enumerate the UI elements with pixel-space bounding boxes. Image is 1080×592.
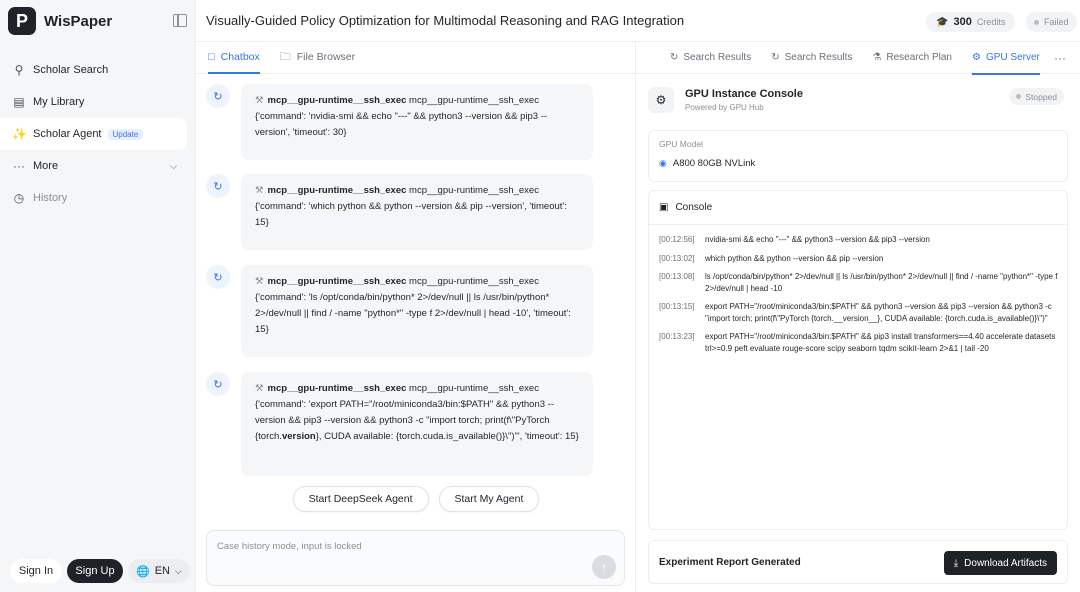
language-value: EN	[154, 565, 170, 577]
gpu-model-value: A800 80GB NVLink	[672, 158, 756, 169]
tab-label: File Browser	[296, 51, 356, 63]
message-bubble	[241, 174, 593, 250]
status-text: Failed	[1044, 17, 1069, 27]
status-dot-icon	[1016, 94, 1021, 99]
gpu-model-label: GPU Model	[659, 139, 703, 149]
log-time: [00:13:23]	[659, 332, 695, 341]
gpu-header	[648, 78, 1068, 122]
sidebar-item-history[interactable]	[0, 182, 187, 214]
report-card	[648, 540, 1068, 584]
gpu-title-block	[685, 88, 803, 112]
left-tabs	[196, 42, 635, 74]
brand[interactable]	[0, 0, 195, 42]
message-bubble	[241, 265, 593, 357]
log-time: [00:12:56]	[659, 235, 695, 244]
message-bubble	[241, 372, 593, 476]
credits-value: 300	[953, 16, 972, 28]
tab-file-browser[interactable]	[280, 41, 355, 73]
status-badge	[1026, 12, 1077, 32]
tab-search-results-2[interactable]	[771, 42, 852, 74]
right-tabs	[636, 42, 1080, 74]
start-my-agent-button[interactable]: Start My Agent	[439, 486, 540, 512]
sidebar-collapse-icon[interactable]	[173, 14, 187, 27]
send-button[interactable]	[592, 555, 616, 579]
tool-name: mcp__gpu-runtime__ssh_exec	[267, 276, 407, 287]
tool-call-text-end: }, CUDA available: {torch.cuda.is_available()}\")"', 'timeout': 15}	[315, 431, 579, 442]
tool-call-text: mcp__gpu-runtime__ssh_exec {'command': 'nvidia-smi && echo "---" && python3 --version && pip3 --version', 'timeout': 30}	[255, 95, 548, 138]
console-header	[649, 191, 1067, 225]
chat-input-box	[206, 530, 625, 586]
gpu-model-card	[648, 130, 1068, 182]
agent-avatar-icon: ↻	[206, 174, 230, 198]
log-line	[659, 301, 1059, 324]
console-title: Console	[675, 202, 713, 213]
sign-up-button[interactable]: Sign Up	[67, 559, 123, 583]
tab-gpu-server[interactable]	[972, 42, 1040, 74]
gpu-status-badge	[1009, 88, 1064, 105]
refresh-icon: ↻	[670, 52, 679, 63]
log-time: [00:13:15]	[659, 302, 695, 311]
agent-avatar-icon: ↻	[206, 372, 230, 396]
more-icon: ···	[13, 159, 25, 173]
start-deepseek-agent-button[interactable]: Start DeepSeek Agent	[293, 486, 429, 512]
globe-icon: 🌐	[136, 565, 150, 578]
sidebar	[0, 0, 195, 592]
message-bubble	[241, 84, 593, 160]
console-panel	[648, 190, 1068, 530]
tool-call-bold: version	[281, 431, 316, 442]
log-text: nvidia-smi && echo "---" && python3 --version && pip3 --version	[705, 235, 930, 244]
tool-name: mcp__gpu-runtime__ssh_exec	[267, 383, 407, 394]
sidebar-item-label: My Library	[33, 96, 85, 108]
chat-messages	[196, 74, 635, 530]
sidebar-item-label: More	[33, 160, 59, 172]
sidebar-item-more[interactable]	[0, 150, 187, 182]
workspace-pane	[636, 42, 1080, 592]
log-text: which python && python --version && pip --version	[705, 253, 884, 263]
wrench-icon: ⚒	[255, 185, 264, 196]
language-select[interactable]	[128, 559, 190, 583]
tool-call-text: mcp__gpu-runtime__ssh_exec {'command': 'which python && python --version && pip --version', 'timeout': 15}	[255, 185, 567, 228]
wrench-icon: ⚒	[255, 276, 264, 287]
download-icon: ⤓	[953, 557, 959, 569]
more-tabs-icon[interactable]: ···	[1054, 51, 1066, 65]
status-dot-icon	[1034, 20, 1039, 25]
gpu-chip-icon: ◉	[659, 158, 667, 168]
log-text: export PATH="/root/miniconda3/bin:$PATH" && python3 --version && pip3 --version && python3 -c "import torch; print(f\"PyTorch {torch.__version__}, CUDA available: {torch.cuda.is_available()}\")"	[705, 302, 1052, 323]
tab-chatbox[interactable]	[208, 41, 260, 73]
update-badge: Update	[108, 129, 144, 140]
sidebar-item-my-library[interactable]	[0, 86, 187, 118]
gpu-model-row	[659, 158, 1057, 169]
refresh-icon: ↻	[771, 52, 780, 63]
agent-buttons	[196, 486, 636, 512]
wrench-icon: ⚒	[255, 383, 264, 394]
chat-pane	[196, 42, 636, 592]
arrow-up-icon: ↑	[601, 560, 607, 574]
library-icon: ▤	[13, 95, 25, 109]
tab-research-plan[interactable]	[872, 42, 952, 74]
download-label: Download Artifacts	[964, 557, 1047, 569]
history-icon: ◷	[13, 191, 25, 205]
agent-avatar-icon: ↻	[206, 84, 230, 108]
gpu-console-title: GPU Instance Console	[685, 88, 803, 100]
auth-controls	[10, 559, 190, 583]
terminal-icon: ▣	[659, 202, 669, 213]
flask-icon: ⚗	[872, 52, 882, 63]
folder-icon: 🗀	[279, 50, 291, 63]
log-line	[659, 271, 1059, 294]
sidebar-item-label: Scholar Search	[33, 64, 109, 76]
chevron-down-icon: ⌵	[174, 565, 182, 576]
log-text: ls /opt/conda/bin/python* 2>/dev/null || ls /usr/bin/python* 2>/dev/null || find / -name "python*" -type f 2>/dev/null | head -10	[705, 272, 1058, 293]
sidebar-nav	[0, 54, 195, 214]
gpu-console-subtitle: Powered by GPU Hub	[685, 103, 764, 112]
page-title: Visually-Guided Policy Optimization for Multimodal Reasoning and RAG Integration	[206, 13, 685, 28]
tab-label: Research Plan	[886, 52, 952, 63]
credits-badge[interactable]	[926, 12, 1015, 32]
console-log	[649, 225, 1067, 354]
log-text: export PATH="/root/miniconda3/bin:$PATH" && pip3 install transformers==4.40 accelerate datasets trl>=0.9 peft evaluate rouge-score scipy seaborn tqdm scikit-learn 2>&1 | tail -20	[705, 332, 1056, 353]
log-line	[659, 234, 1059, 246]
tool-name: mcp__gpu-runtime__ssh_exec	[267, 185, 407, 196]
sign-in-button[interactable]: Sign In	[10, 559, 62, 583]
tool-name: mcp__gpu-runtime__ssh_exec	[267, 95, 407, 106]
sidebar-item-scholar-search[interactable]	[0, 54, 187, 86]
logo-icon: P	[8, 7, 36, 35]
content	[196, 42, 1080, 592]
tool-call-text: mcp__gpu-runtime__ssh_exec {'command': 'export PATH="/root/miniconda3/bin:$PATH" && python3 --version && pip3 --version && python3 -c "import torch; print(f\"PyTorch {torch.	[255, 383, 554, 442]
agent-icon: ✨	[12, 127, 27, 141]
tab-label: Search Results	[784, 52, 853, 63]
chat-icon: □	[208, 51, 215, 63]
gear-icon: ⚙	[971, 52, 981, 63]
agent-avatar-icon: ↻	[206, 265, 230, 289]
chat-input[interactable]	[207, 531, 624, 562]
wrench-icon: ⚒	[255, 95, 264, 106]
search-icon: ⚲	[14, 63, 24, 77]
log-line	[659, 253, 1059, 265]
tab-label: GPU Server	[985, 52, 1040, 63]
log-time: [00:13:08]	[659, 272, 695, 281]
tool-call-text: mcp__gpu-runtime__ssh_exec {'command': 'ls /opt/conda/bin/python* 2>/dev/null || ls /usr/bin/python* 2>/dev/null || find / -name "python*" -type f 2>/dev/null | head -10', 'timeout': 15}	[255, 276, 571, 335]
log-line	[659, 331, 1059, 354]
report-title: Experiment Report Generated	[659, 556, 801, 568]
header	[196, 0, 1080, 42]
gpu-status-text: Stopped	[1025, 91, 1057, 102]
tab-label: Chatbox	[220, 51, 260, 63]
chip-icon: ⚙	[648, 87, 674, 113]
tab-label: Search Results	[683, 52, 752, 63]
sidebar-item-label: History	[33, 192, 68, 204]
credits-unit: Credits	[976, 17, 1006, 27]
sidebar-item-scholar-agent[interactable]	[0, 118, 187, 150]
chevron-down-icon: ⌵	[170, 160, 177, 171]
log-time: [00:13:02]	[659, 253, 695, 263]
tab-search-results-1[interactable]	[670, 42, 751, 74]
brand-name: WisPaper	[44, 12, 113, 30]
sidebar-item-label: Scholar Agent	[33, 128, 102, 140]
main-area	[195, 0, 1080, 592]
graduation-cap-icon: 🎓	[936, 16, 949, 28]
download-artifacts-button[interactable]	[944, 551, 1057, 575]
